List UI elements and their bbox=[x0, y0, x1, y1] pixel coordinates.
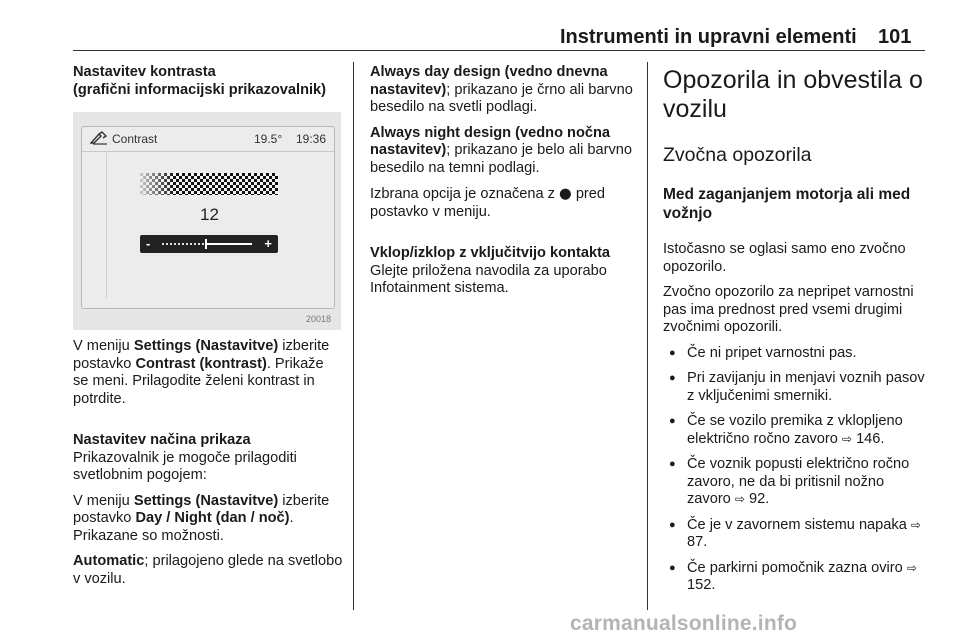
page-reference-icon: ⇨ bbox=[910, 517, 921, 532]
list-item: ● Če parkirni pomočnik zazna oviro ⇨ 152. bbox=[663, 560, 927, 595]
display-mode-heading: Nastavitev načina prikaza bbox=[73, 432, 251, 448]
column-divider-right bbox=[647, 62, 648, 610]
night-design-option: Always night design (vedno nočna nastavitev); prikazano je belo ali barvno besedilo na temni podlagi. bbox=[370, 124, 633, 176]
list-item: ● Če ni pripet varnostni pas. bbox=[663, 345, 927, 363]
screen-top-bar bbox=[82, 127, 334, 152]
day-design-option: Always day design (vedno dnevna nastavitev); prikazano je črno ali barvno besedilo na svetli podlagi. bbox=[370, 64, 633, 115]
ignition-text: Glejte priložena navodila za uporabo Infotainment sistema. bbox=[370, 262, 607, 296]
section-subtitle: Zvočna opozorila bbox=[663, 144, 812, 166]
contrast-heading-line1: Nastavitev kontrasta bbox=[73, 64, 216, 80]
slider-dotted-segment bbox=[162, 243, 206, 245]
screen-title: Contrast bbox=[112, 132, 158, 146]
slider-plus: + bbox=[264, 236, 272, 251]
warning-intro: Istočasno se oglasi samo eno zvočno opozorilo. bbox=[663, 241, 906, 275]
contrast-value: 12 bbox=[200, 205, 219, 224]
section-subheading: Med zaganjanjem motorja ali med vožnjo bbox=[663, 186, 911, 222]
ignition-heading: Vklop/izklop z vključitvijo kontakta bbox=[370, 245, 611, 261]
screen-side-panel bbox=[96, 153, 107, 298]
page-header-title: Instrumenti in upravni elementi bbox=[560, 26, 857, 48]
slider-track bbox=[206, 243, 252, 245]
list-item: ● Če je v zavornem sistemu napaka ⇨ 87. bbox=[663, 517, 927, 552]
page-reference-icon: ⇨ bbox=[734, 492, 745, 506]
automatic-option: Automatic; prilagojeno glede na svetlobo v vozilu. bbox=[73, 553, 343, 587]
watermark: carmanualsonline.info bbox=[570, 612, 798, 635]
selection-dot-icon: ● bbox=[559, 185, 572, 202]
display-mode-intro: Prikazovalnik je mogoče prilagoditi svetlobnim pogojem: bbox=[73, 449, 297, 483]
header-rule bbox=[73, 50, 925, 51]
selected-option-note: Izbrana opcija je označena z ● pred postavko v meniju. bbox=[370, 185, 606, 220]
display-mode-instructions: V meniju Settings (Nastavitve) izberite postavko Day / Night (dan / noč). Prikazane so možnosti. bbox=[73, 492, 330, 544]
left-column bbox=[73, 64, 343, 99]
contrast-instructions: V meniju Settings (Nastavitve) izberite postavko Contrast (kontrast). Prikaže se meni. Prilagodite želeni kontrast in potrdite. bbox=[73, 338, 330, 407]
list-item: ● Če voznik popusti električno ročno zavoro, ne da bi pritisnil nožno zavoro ⇨ 92. bbox=[663, 456, 927, 509]
page-reference-icon: ⇨ bbox=[841, 431, 852, 446]
section-title: Opozorila in obvestila o vozilu bbox=[663, 66, 923, 123]
contrast-settings-icon bbox=[90, 131, 108, 145]
right-column bbox=[663, 66, 927, 603]
figure-code: 20018 bbox=[306, 314, 332, 324]
page-number: 101 bbox=[878, 26, 912, 48]
slider-minus: - bbox=[146, 236, 151, 251]
contrast-heading-line2: (grafični informacijski prikazovalnik) bbox=[73, 81, 327, 98]
column-divider-left bbox=[353, 62, 354, 610]
warning-list bbox=[663, 345, 927, 595]
contrast-test-pattern bbox=[140, 173, 278, 195]
screen-temperature: 19.5° bbox=[254, 132, 283, 146]
list-item: ● Če se vozilo premika z vklopljeno električno ročno zavoro ⇨ 146. bbox=[663, 413, 927, 448]
info-display-screen bbox=[81, 126, 335, 309]
screen-clock: 19:36 bbox=[296, 132, 327, 146]
left-column-body bbox=[73, 338, 343, 596]
contrast-slider bbox=[140, 235, 278, 253]
middle-column bbox=[370, 64, 636, 306]
page-reference-icon: ⇨ bbox=[906, 560, 917, 575]
list-item: ● Pri zavijanju in menjavi voznih pasov z vključenimi smerniki. bbox=[663, 370, 927, 405]
seatbelt-priority: Zvočno opozorilo za nepripet varnostni pas ima prednost pred vsemi drugimi zvočnimi opozorili. bbox=[663, 284, 914, 335]
contrast-display-figure bbox=[73, 112, 341, 330]
